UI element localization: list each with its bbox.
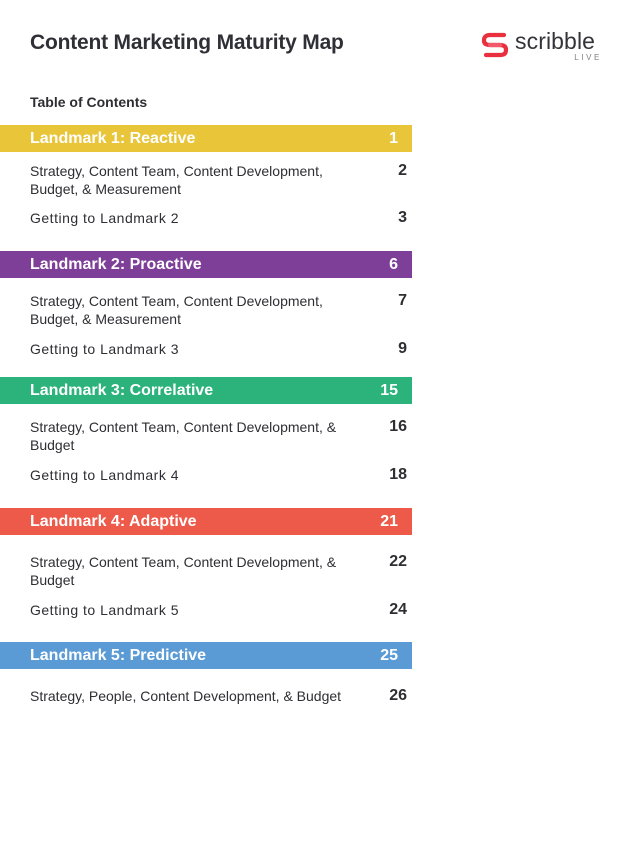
toc-entry-text: Strategy, Content Team, Content Development, Budget, & Measurement (30, 163, 323, 197)
scribble-live-logo (480, 28, 605, 64)
toc-entry-text: Getting to Landmark 3 (30, 341, 180, 357)
section-page-number: 21 (380, 513, 398, 530)
toc-entry[interactable] (30, 553, 410, 589)
toc-entry[interactable] (30, 687, 410, 705)
section-title: Landmark 1: Reactive (30, 130, 196, 147)
section-band-landmark-3[interactable] (0, 377, 412, 404)
scribble-s-logo-icon (480, 30, 510, 60)
section-title: Landmark 4: Adaptive (30, 513, 197, 530)
section-title: Landmark 3: Correlative (30, 382, 214, 399)
section-band-landmark-5[interactable] (0, 642, 412, 669)
toc-entry-text: Strategy, People, Content Development, & Budget (30, 688, 342, 704)
toc-heading: Table of Contents (30, 94, 148, 110)
toc-entry[interactable] (30, 340, 410, 358)
section-page-number: 6 (389, 256, 398, 273)
section-page-number: 25 (380, 647, 398, 664)
document-title: Content Marketing Maturity Map (30, 31, 344, 54)
toc-entry-page: 9 (398, 340, 407, 357)
section-page-number: 15 (380, 382, 398, 399)
toc-entry-page: 18 (389, 466, 407, 483)
section-title: Landmark 2: Proactive (30, 256, 202, 273)
logo-subtitle: LIVE (574, 53, 602, 62)
toc-entry[interactable] (30, 418, 410, 454)
section-title: Landmark 5: Predictive (30, 647, 207, 664)
toc-entry-text: Getting to Landmark 4 (30, 467, 180, 483)
logo-wordmark: scribble (515, 28, 596, 54)
toc-entry[interactable] (30, 162, 410, 198)
toc-entry-text: Getting to Landmark 2 (30, 210, 180, 226)
section-band-landmark-2[interactable] (0, 251, 412, 278)
section-band-landmark-1[interactable] (0, 125, 412, 152)
toc-entry-page: 26 (389, 687, 407, 704)
toc-entry-page: 24 (389, 601, 407, 618)
toc-entry-page: 2 (398, 162, 407, 179)
toc-entry[interactable] (30, 292, 410, 328)
toc-entry-text: Strategy, Content Team, Content Development, Budget, & Measurement (30, 293, 323, 327)
toc-entry-text: Strategy, Content Team, Content Development, & Budget (30, 554, 337, 588)
toc-entry-page: 3 (398, 209, 407, 226)
section-page-number: 1 (389, 130, 398, 147)
toc-entry[interactable] (30, 466, 410, 484)
toc-entry-text: Strategy, Content Team, Content Development, & Budget (30, 419, 337, 453)
toc-entry[interactable] (30, 601, 410, 619)
toc-entry[interactable] (30, 209, 410, 227)
toc-entry-page: 22 (389, 553, 407, 570)
toc-entry-text: Getting to Landmark 5 (30, 602, 180, 618)
toc-entry-page: 16 (389, 418, 407, 435)
section-band-landmark-4[interactable] (0, 508, 412, 535)
toc-entry-page: 7 (398, 292, 407, 309)
